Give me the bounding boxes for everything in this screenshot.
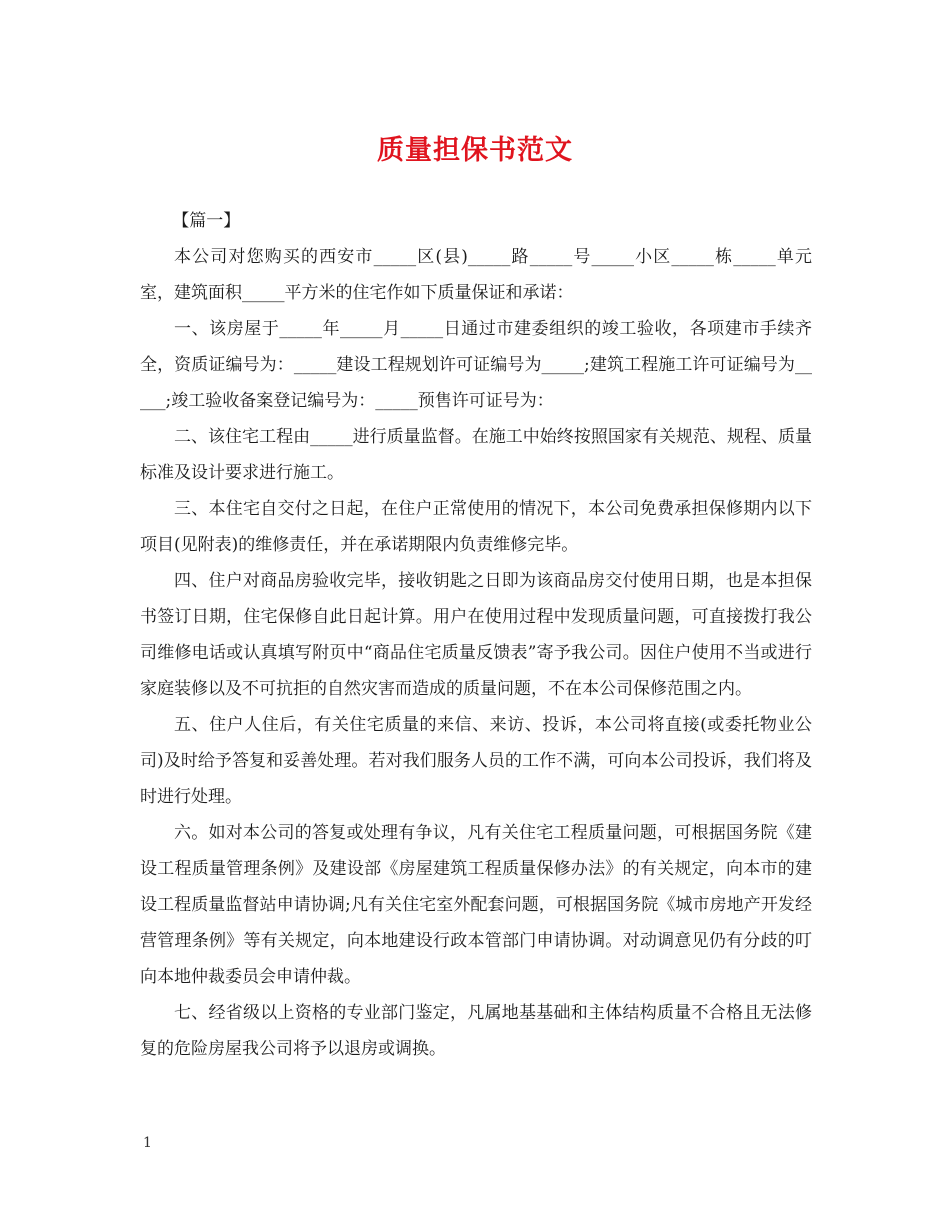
document-title: 质量担保书范文 [377, 135, 573, 166]
section-tag: 【篇一】 [172, 211, 241, 231]
paragraph-clause-2: 二、该住宅工程由_____进行质量监督。在施工中始终按照国家有关规范、规程、质量标准及设计要求进行施工。 [140, 427, 812, 483]
paragraph-clause-5: 五、住户人住后，有关住宅质量的来信、来访、投诉，本公司将直接(或委托物业公司)及时给予答复和妥善处理。若对我们服务人员的工作不满，可向本公司投诉，我们将及时进行处理。 [140, 715, 812, 807]
paragraph-clause-7: 七、经省级以上资格的专业部门鉴定，凡属地基基础和主体结构质量不合格且无法修复的危险房屋我公司将予以退房或调换。 [140, 1003, 812, 1059]
paragraph-clause-4: 四、住户对商品房验收完毕，接收钥匙之日即为该商品房交付使用日期，也是本担保书签订日期，住宅保修自此日起计算。用户在使用过程中发现质量问题，可直接拨打我公司维修电话或认真填写附页中“商品住宅质量反馈表”寄予我公司。因住户使用不当或进行家庭装修以及不可抗拒的自然灾害而造成的质量问题，不在本公司保修范围之内。 [140, 571, 812, 699]
paragraph-intro: 本公司对您购买的西安市_____区(县)_____路_____号_____小区_____栋_____单元室，建筑面积_____平方米的住宅作如下质量保证和承诺： [140, 247, 812, 303]
paragraph-clause-3: 三、本住宅自交付之日起，在住户正常使用的情况下，本公司免费承担保修期内以下项目(见附表)的维修责任，并在承诺期限内负责维修完毕。 [140, 499, 812, 555]
paragraph-clause-1: 一、该房屋于_____年_____月_____日通过市建委组织的竣工验收，各项建市手续齐全，资质证编号为：_____建设工程规划许可证编号为_____;建筑工程施工许可证编号为_____;竣工验收备案登记编号为：_____预售许可证号为： [140, 319, 812, 411]
paragraph-clause-6: 六。如对本公司的答复或处理有争议，凡有关住宅工程质量问题，可根据国务院《建设工程质量管理条例》及建设部《房屋建筑工程质量保修办法》的有关规定，向本市的建设工程质量监督站申请协调;凡有关住宅室外配套问题，可根据国务院《城市房地产开发经营管理条例》等有关规定，向本地建设行政本管部门申请协调。对动调意见仍有分歧的叮向本地仲裁委员会申请仲裁。 [140, 823, 812, 987]
page-number: 1 [143, 1135, 152, 1151]
document-body [140, 203, 812, 1067]
